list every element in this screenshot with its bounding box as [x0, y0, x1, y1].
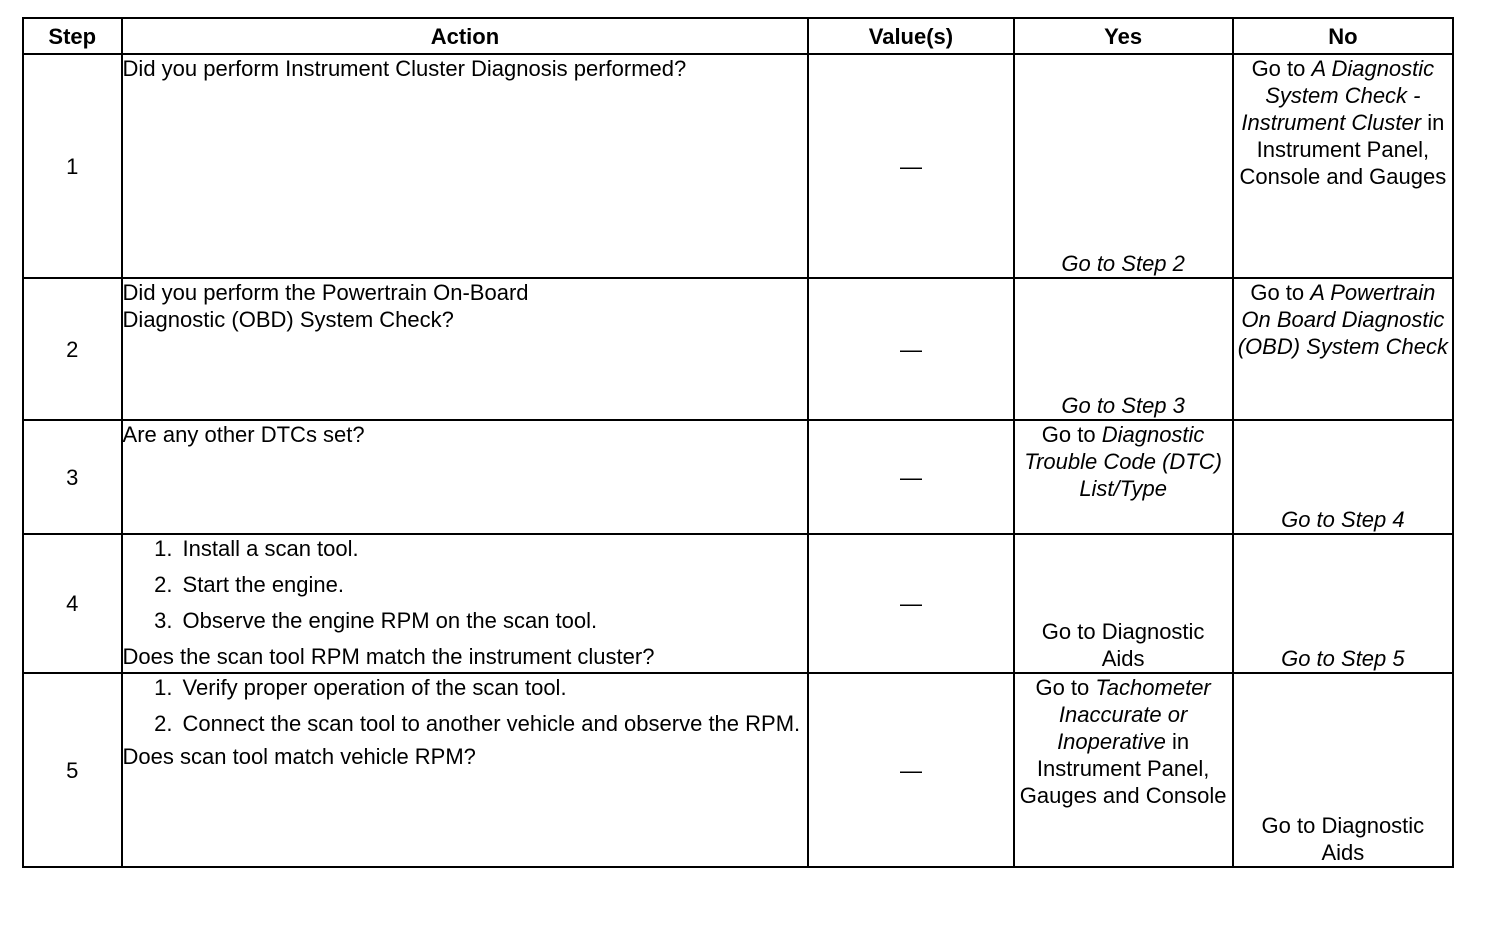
action-cell: [122, 278, 809, 420]
list-item: 2. Connect the scan tool to another vehicle and observe the RPM.: [179, 710, 808, 737]
header-step: Step: [23, 18, 122, 54]
step-number: 4: [23, 534, 122, 673]
no-text[interactable]: Go to Step 4: [1281, 507, 1405, 532]
action-steps: [123, 535, 808, 634]
step-number: 5: [23, 673, 122, 867]
action-cell: [122, 54, 809, 278]
value-cell: —: [808, 673, 1013, 867]
no-text[interactable]: Go to Step 5: [1281, 646, 1405, 671]
diagnostic-table: [22, 17, 1454, 868]
table-row: [23, 54, 1453, 278]
header-yes: Yes: [1014, 18, 1233, 54]
yes-text[interactable]: Go to Step 2: [1061, 251, 1185, 276]
no-cell: [1233, 54, 1453, 278]
header-row: [23, 18, 1453, 54]
yes-text[interactable]: Go to Step 3: [1061, 393, 1185, 418]
yes-cell: [1014, 673, 1233, 867]
action-cell: [122, 534, 809, 673]
no-cell: [1233, 278, 1453, 420]
step-number: 1: [23, 54, 122, 278]
list-item: 2. Start the engine.: [179, 571, 808, 598]
yes-cell: [1014, 420, 1233, 534]
list-item: 3. Observe the engine RPM on the scan tool.: [179, 607, 808, 634]
value-cell: —: [808, 54, 1013, 278]
no-cell: [1233, 673, 1453, 867]
yes-text[interactable]: Go to Diagnostic Aids: [1041, 619, 1205, 671]
table-row: [23, 420, 1453, 534]
header-values: Value(s): [808, 18, 1013, 54]
step-number: 2: [23, 278, 122, 420]
action-question: Did you perform the Powertrain On-Board Diagnostic (OBD) System Check?: [122, 280, 529, 332]
no-cell: [1233, 534, 1453, 673]
action-cell: [122, 420, 809, 534]
action-question: Did you perform Instrument Cluster Diagnosis performed?: [122, 56, 687, 81]
table-row: [23, 673, 1453, 867]
list-item: 1. Verify proper operation of the scan tool.: [179, 674, 808, 701]
table-row: [23, 534, 1453, 673]
action-question: Are any other DTCs set?: [122, 422, 365, 447]
header-no: No: [1233, 18, 1453, 54]
action-question: Does the scan tool RPM match the instrument cluster?: [122, 644, 655, 669]
value-cell: —: [808, 278, 1013, 420]
yes-cell: [1014, 534, 1233, 673]
list-item: 1. Install a scan tool.: [179, 535, 808, 562]
value-cell: —: [808, 534, 1013, 673]
action-cell: [122, 673, 809, 867]
step-number: 3: [23, 420, 122, 534]
yes-cell: [1014, 54, 1233, 278]
action-steps: [123, 674, 808, 737]
no-text[interactable]: Go to A Diagnostic System Check - Instrument Cluster in Instrument Panel, Console and Gauges: [1239, 56, 1447, 189]
no-text[interactable]: Go to A Powertrain On Board Diagnostic (OBD) System Check: [1237, 280, 1448, 359]
table-row: [23, 278, 1453, 420]
value-cell: —: [808, 420, 1013, 534]
yes-text[interactable]: Go to Diagnostic Trouble Code (DTC) List/Type: [1024, 422, 1222, 501]
no-cell: [1233, 420, 1453, 534]
yes-text[interactable]: Go to Tachometer Inaccurate or Inoperative in Instrument Panel, Gauges and Console: [1019, 675, 1227, 808]
action-question: Does scan tool match vehicle RPM?: [122, 744, 476, 769]
yes-cell: [1014, 278, 1233, 420]
header-action: Action: [122, 18, 809, 54]
no-text[interactable]: Go to Diagnostic Aids: [1261, 813, 1425, 865]
